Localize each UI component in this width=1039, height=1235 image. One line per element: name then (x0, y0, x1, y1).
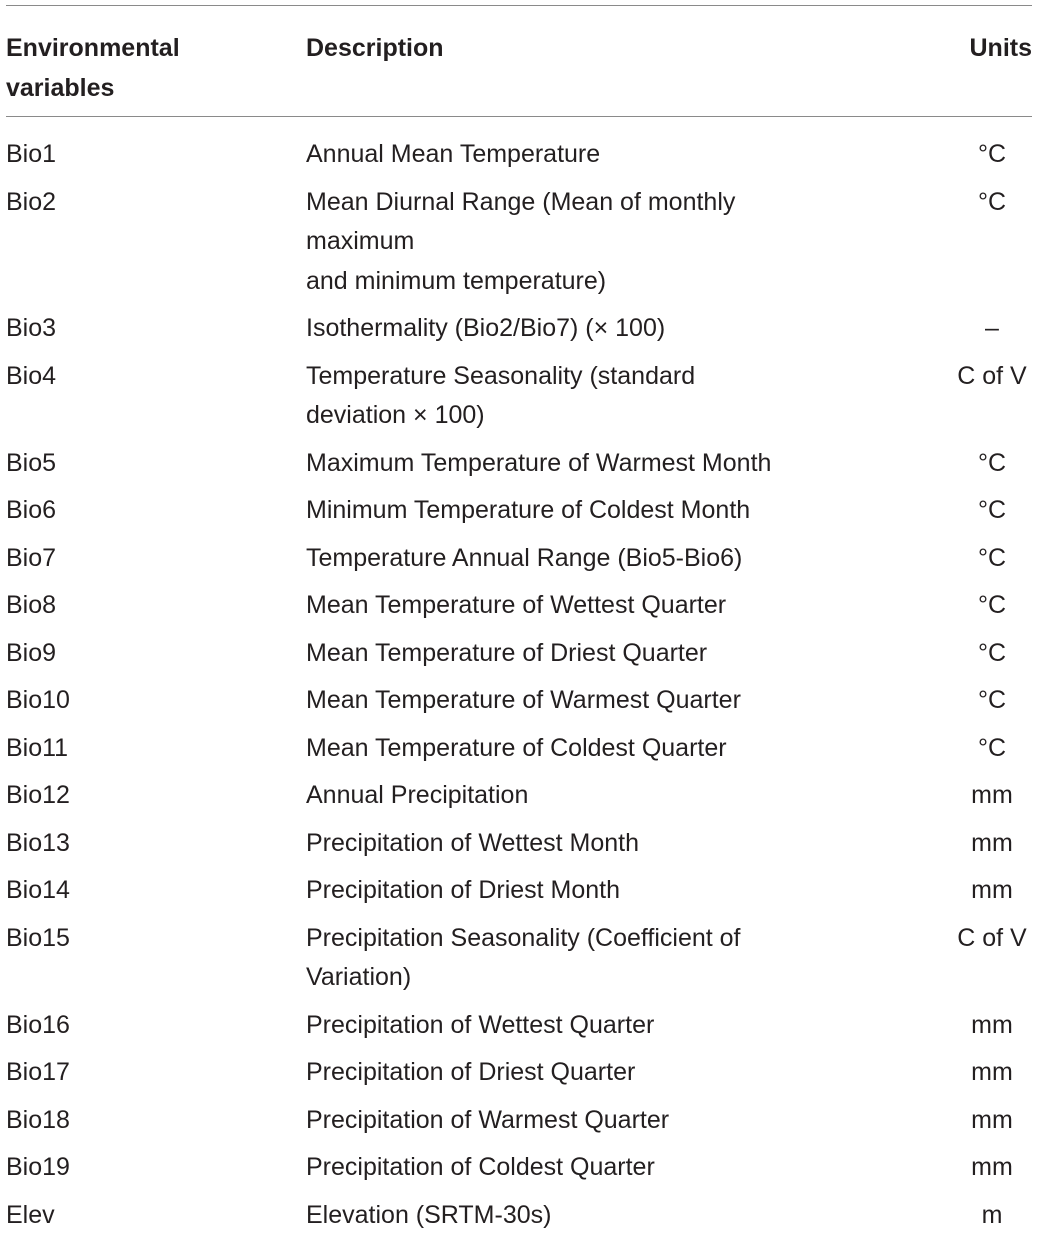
row-description-line: Precipitation of Warmest Quarter (306, 1101, 866, 1141)
row-variable: Bio1 (6, 135, 306, 175)
header-variables-line1: Environmental (6, 28, 306, 68)
row-description-line: Precipitation of Wettest Month (306, 824, 866, 864)
table-row (6, 586, 1039, 626)
table-row (6, 1053, 1039, 1093)
row-variable: Bio2 (6, 183, 306, 302)
row-variable: Bio11 (6, 729, 306, 769)
row-unit-cell (866, 1101, 1032, 1141)
row-unit-cell (866, 586, 1032, 626)
row-unit-cell (866, 871, 1032, 911)
header-units: Units (866, 28, 1032, 116)
table-row (6, 824, 1039, 864)
row-unit: mm (952, 1006, 1032, 1046)
table-row (6, 776, 1039, 816)
row-description (306, 357, 866, 436)
row-description-line: Mean Temperature of Coldest Quarter (306, 729, 866, 769)
row-unit-cell (866, 183, 1032, 302)
row-description-line: Mean Temperature of Wettest Quarter (306, 586, 866, 626)
row-unit-cell (866, 1148, 1032, 1188)
row-unit: °C (952, 491, 1032, 531)
row-description (306, 1053, 866, 1093)
row-description-line: Precipitation Seasonality (Coefficient of (306, 919, 866, 959)
row-variable: Bio13 (6, 824, 306, 864)
table-row (6, 444, 1039, 484)
table-row (6, 539, 1039, 579)
row-unit-cell (866, 776, 1032, 816)
table-row (6, 919, 1039, 998)
row-variable: Bio12 (6, 776, 306, 816)
row-description (306, 776, 866, 816)
table-row (6, 357, 1039, 436)
row-unit-cell (866, 357, 1032, 436)
row-description (306, 491, 866, 531)
row-unit: °C (952, 135, 1032, 175)
row-description-line: Temperature Seasonality (standard (306, 357, 866, 397)
row-description-line: maximum (306, 222, 866, 262)
table-row (6, 1006, 1039, 1046)
table-row (6, 634, 1039, 674)
row-description (306, 309, 866, 349)
row-description-line: Mean Temperature of Driest Quarter (306, 634, 866, 674)
row-description-line: Temperature Annual Range (Bio5-Bio6) (306, 539, 866, 579)
row-variable: Bio16 (6, 1006, 306, 1046)
row-unit: mm (952, 1053, 1032, 1093)
row-unit: °C (952, 444, 1032, 484)
table-row (6, 135, 1039, 175)
row-unit-cell (866, 539, 1032, 579)
row-description-line: Variation) (306, 958, 866, 998)
row-description-line: Precipitation of Wettest Quarter (306, 1006, 866, 1046)
table-body (6, 117, 1039, 1235)
row-description (306, 681, 866, 721)
row-description-line: Isothermality (Bio2/Bio7) (× 100) (306, 309, 866, 349)
row-description-line: Mean Diurnal Range (Mean of monthly (306, 183, 866, 223)
row-description-line: Annual Mean Temperature (306, 135, 866, 175)
row-description (306, 539, 866, 579)
row-unit: mm (952, 1148, 1032, 1188)
row-description (306, 634, 866, 674)
table-row (6, 1101, 1039, 1141)
table-row (6, 491, 1039, 531)
table-row (6, 1196, 1039, 1235)
row-unit: C of V (952, 357, 1032, 397)
row-variable: Bio9 (6, 634, 306, 674)
row-unit-cell (866, 681, 1032, 721)
row-description-line: Mean Temperature of Warmest Quarter (306, 681, 866, 721)
header-variables (6, 28, 306, 116)
row-variable: Bio15 (6, 919, 306, 998)
row-description (306, 919, 866, 998)
row-description (306, 183, 866, 302)
row-unit-cell (866, 824, 1032, 864)
row-description-line: Maximum Temperature of Warmest Month (306, 444, 866, 484)
table-row (6, 681, 1039, 721)
table-header (6, 6, 1039, 116)
row-description (306, 135, 866, 175)
row-description-line: and minimum temperature) (306, 262, 866, 302)
row-unit: °C (952, 634, 1032, 674)
row-unit-cell (866, 444, 1032, 484)
row-description-line: Minimum Temperature of Coldest Month (306, 491, 866, 531)
header-description: Description (306, 28, 866, 116)
row-description-line: Annual Precipitation (306, 776, 866, 816)
row-description (306, 444, 866, 484)
row-variable: Bio17 (6, 1053, 306, 1093)
row-unit-cell (866, 1196, 1032, 1235)
row-description (306, 1196, 866, 1235)
row-unit-cell (866, 919, 1032, 998)
row-description (306, 586, 866, 626)
row-variable: Bio8 (6, 586, 306, 626)
header-variables-line2: variables (6, 68, 306, 108)
row-description (306, 1006, 866, 1046)
row-unit: mm (952, 1101, 1032, 1141)
row-description (306, 871, 866, 911)
row-unit-cell (866, 309, 1032, 349)
row-variable: Bio10 (6, 681, 306, 721)
row-unit: °C (952, 729, 1032, 769)
table-row (6, 1148, 1039, 1188)
row-description (306, 824, 866, 864)
row-description-line: Elevation (SRTM-30s) (306, 1196, 866, 1235)
row-description (306, 729, 866, 769)
row-unit: mm (952, 824, 1032, 864)
row-unit-cell (866, 729, 1032, 769)
row-variable: Bio18 (6, 1101, 306, 1141)
row-description (306, 1148, 866, 1188)
environmental-variables-table (6, 5, 1039, 1235)
table-row (6, 729, 1039, 769)
row-variable: Bio6 (6, 491, 306, 531)
row-description (306, 1101, 866, 1141)
row-unit-cell (866, 135, 1032, 175)
row-unit: m (952, 1196, 1032, 1235)
row-description-line: Precipitation of Coldest Quarter (306, 1148, 866, 1188)
row-unit-cell (866, 634, 1032, 674)
row-unit: °C (952, 183, 1032, 223)
row-unit: °C (952, 681, 1032, 721)
row-description-line: deviation × 100) (306, 396, 866, 436)
row-variable: Bio4 (6, 357, 306, 436)
table-row (6, 183, 1039, 302)
row-unit: mm (952, 871, 1032, 911)
table-row (6, 871, 1039, 911)
row-unit-cell (866, 1006, 1032, 1046)
table-row (6, 309, 1039, 349)
row-unit: C of V (952, 919, 1032, 959)
row-variable: Bio5 (6, 444, 306, 484)
row-unit-cell (866, 491, 1032, 531)
row-unit: – (952, 309, 1032, 349)
row-unit-cell (866, 1053, 1032, 1093)
row-unit: °C (952, 539, 1032, 579)
row-description-line: Precipitation of Driest Quarter (306, 1053, 866, 1093)
row-unit: °C (952, 586, 1032, 626)
row-unit: mm (952, 776, 1032, 816)
row-variable: Bio19 (6, 1148, 306, 1188)
row-variable: Bio14 (6, 871, 306, 911)
row-variable: Bio7 (6, 539, 306, 579)
row-description-line: Precipitation of Driest Month (306, 871, 866, 911)
row-variable: Elev (6, 1196, 306, 1235)
row-variable: Bio3 (6, 309, 306, 349)
